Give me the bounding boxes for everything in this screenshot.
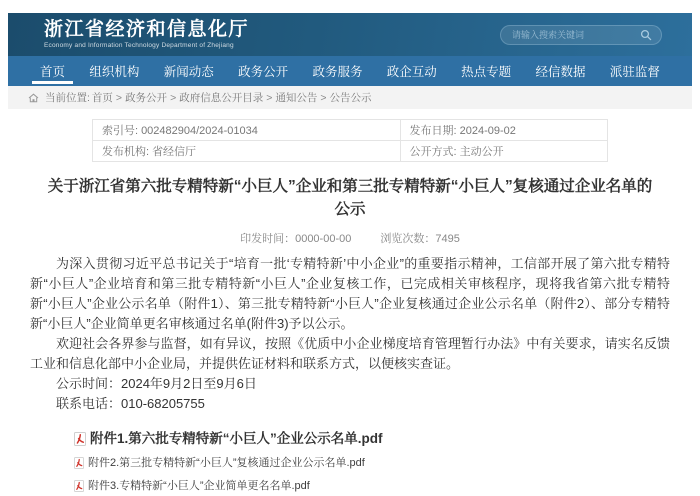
document-meta-table: [92, 119, 608, 162]
article-content: [8, 109, 692, 492]
breadcrumb-prefix: 当前位置:: [45, 92, 90, 104]
breadcrumb-separator: >: [320, 91, 327, 104]
nav-item-home[interactable]: 首页: [40, 56, 65, 86]
attachment-link-2[interactable]: 附件2.第三批专精特新“小巨人”复核通过企业公示名单.pdf: [74, 453, 670, 473]
nav-item-supervision[interactable]: 派驻监督: [609, 65, 660, 79]
document-meta-line: [30, 230, 670, 246]
breadcrumb-item-home[interactable]: 首页: [91, 92, 113, 104]
main-nav: [8, 56, 692, 86]
table-row: [93, 141, 608, 162]
attachment-link-3[interactable]: 附件3.专精特新“小巨人”企业简单更名名单.pdf: [74, 476, 670, 496]
search-box[interactable]: [500, 25, 662, 45]
print-time: 印发时间：0000-00-00: [240, 233, 352, 245]
contact-phone-line: 联系电话：010-68205755: [56, 396, 205, 411]
nav-item-econ-data[interactable]: 经信数据: [535, 65, 586, 79]
table-row: [93, 120, 608, 141]
site-header: [8, 13, 692, 56]
nav-item-interaction[interactable]: 政企互动: [386, 65, 437, 79]
breadcrumb-item-announcements[interactable]: 公告公示: [329, 92, 372, 104]
pdf-icon: [74, 432, 86, 446]
search-icon[interactable]: [640, 29, 652, 41]
nav-item-organization[interactable]: 组织机构: [89, 65, 140, 79]
pdf-icon: [74, 457, 84, 469]
breadcrumb-separator: >: [170, 91, 177, 104]
site-title: 浙江省经济和信息化厅: [44, 19, 250, 40]
nav-item-news[interactable]: 新闻动态: [163, 65, 214, 79]
attachments-list: [74, 429, 670, 496]
attachment-link-1[interactable]: 附件1.第六批专精特新“小巨人”企业公示名单.pdf: [74, 429, 670, 449]
publicity-time-line: 公示时间：2024年9月2日至9月6日: [56, 376, 257, 391]
nav-item-gov-disclosure[interactable]: 政务公开: [238, 65, 289, 79]
meta-index-number: 索引号: 002482904/2024-01034: [93, 120, 401, 141]
paragraph: 欢迎社会各界参与监督，如有异议，按照《优质中小企业梯度培育管理暂行办法》中有关要求，请实名反馈工业和信息化部中小企业局，并提供佐证材料和联系方式，以便核实查证。: [30, 336, 670, 371]
nav-item-hot-topics[interactable]: 热点专题: [461, 65, 512, 79]
paragraph: 为深入贯彻习近平总书记关于“培育一批‘专精特新’中小企业”的重要指示精神，工信部开展了第六批专精特新“小巨人”企业培育和第三批专精特新“小巨人”企业复核工作，已完成相关审核程序，现将我省第六批专精特新“小巨人”企业公示名单（附件1）、第三批专精特新“小巨人”企业复核通过企业公示名单（附件2）、部分专精特新“小巨人”企业简单更名审核通过名单(附件3)予以公示。: [30, 256, 670, 331]
search-input[interactable]: [510, 29, 636, 41]
breadcrumb-item-disclosure[interactable]: 政务公开: [125, 92, 168, 104]
breadcrumb-item-notices[interactable]: 通知公告: [275, 92, 318, 104]
view-count: 浏览次数：7495: [380, 233, 460, 245]
home-icon: [28, 93, 39, 103]
nav-item-gov-services[interactable]: 政务服务: [312, 65, 363, 79]
document-body: [30, 254, 670, 496]
site-logo: [44, 20, 249, 49]
breadcrumb-separator: >: [266, 91, 273, 104]
breadcrumb: [8, 86, 692, 109]
page-title: 关于浙江省第六批专精特新“小巨人”企业和第三批专精特新“小巨人”复核通过企业名单的公示: [47, 178, 653, 218]
breadcrumb-item-catalog[interactable]: 政府信息公开目录: [179, 92, 264, 104]
meta-publish-date: 发布日期: 2024-09-02: [400, 120, 607, 141]
breadcrumb-separator: >: [115, 91, 123, 104]
pdf-icon: [74, 480, 84, 492]
meta-disclosure-method: 公开方式: 主动公开: [400, 141, 607, 162]
site-subtitle-english: Economy and Information Technology Department of Zhejiang: [44, 42, 234, 49]
meta-publisher: 发布机构: 省经信厅: [93, 141, 401, 162]
